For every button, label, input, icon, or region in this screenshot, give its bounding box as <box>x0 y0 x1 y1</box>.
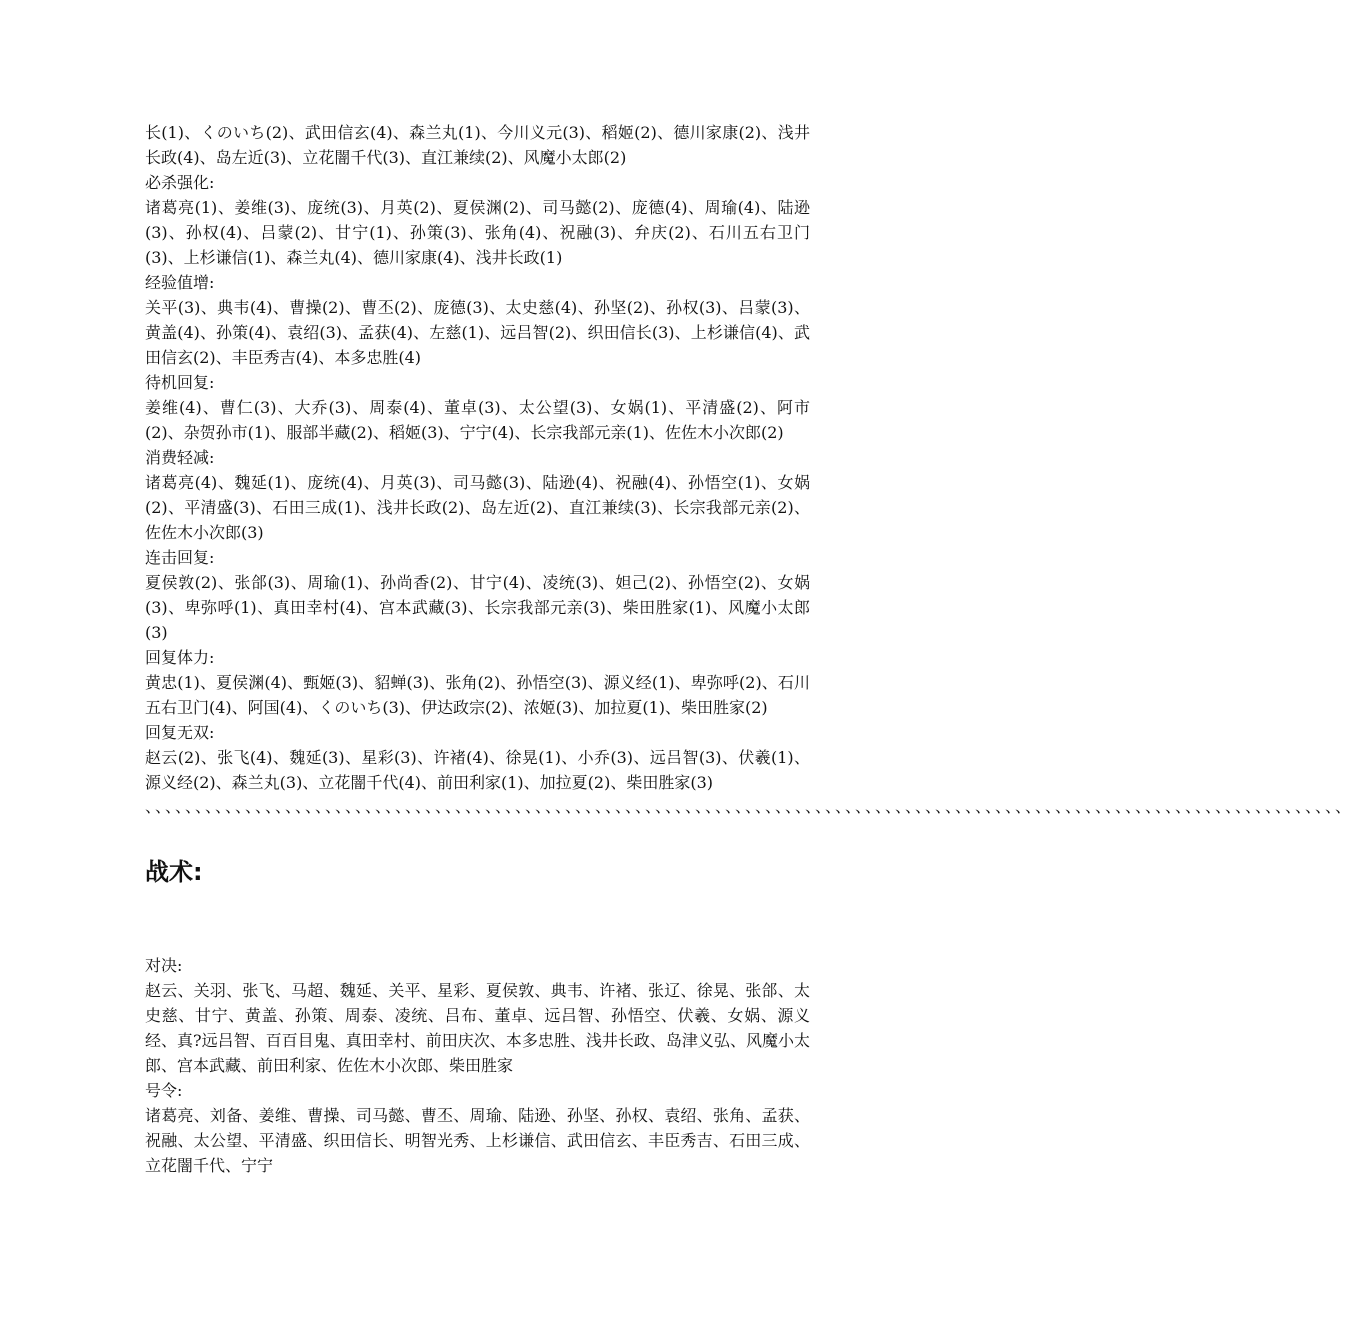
skill-label: 待机回复: <box>145 373 215 392</box>
skill-block-musou-recovery <box>145 720 810 795</box>
skill-label: 回复体力: <box>145 648 215 667</box>
tactic-block-duel <box>145 953 810 1078</box>
ellipsis-separator: 、、、、、、、、、、、、、、、、、、、、、、、、、、、、、、、、、、、、、、、、、、、、、、、、、、、、、、、、、、、、、、、、、、、、、、、、、、、、、、、、、、、、、、、、、、、、、、、、、、、、、、、、、、、、、、、、、、、、、、、、 <box>145 797 1353 816</box>
skill-paragraph: 诸葛亮(1)、姜维(3)、庞统(3)、月英(2)、夏侯渊(2)、司马懿(2)、庞德(4)、周瑜(4)、陆逊(3)、孙权(4)、吕蒙(2)、甘宁(1)、孙策(3)、张角(4)、祝融(3)、弁庆(2)、石川五右卫门(3)、上杉谦信(1)、森兰丸(4)、德川家康(4)、浅井长政(1) <box>145 198 810 267</box>
tactic-label: 对决: <box>145 956 183 975</box>
skill-block-hp-recovery <box>145 645 810 720</box>
document-page <box>145 120 1353 1178</box>
skill-paragraph: 姜维(4)、曹仁(3)、大乔(3)、周泰(4)、董卓(3)、太公望(3)、女娲(1)、平清盛(2)、阿市(2)、杂贺孙市(1)、服部半藏(2)、稻姬(3)、宁宁(4)、长宗我部元亲(1)、佐佐木小次郎(2) <box>145 398 810 442</box>
skill-block-combo-recovery <box>145 545 810 645</box>
skill-paragraph: 赵云(2)、张飞(4)、魏延(3)、星彩(3)、许褚(4)、徐晃(1)、小乔(3)、远吕智(3)、伏羲(1)、源义经(2)、森兰丸(3)、立花闇千代(4)、前田利家(1)、加拉夏(2)、柴田胜家(3) <box>145 748 810 792</box>
skill-paragraph: 夏侯敦(2)、张郃(3)、周瑜(1)、孙尚香(2)、甘宁(4)、凌统(3)、妲己(2)、孙悟空(2)、女娲(3)、卑弥呼(1)、真田幸村(4)、宫本武藏(3)、长宗我部元亲(3)、柴田胜家(1)、风魔小太郎(3) <box>145 573 810 642</box>
skill-block-exp-boost <box>145 270 810 370</box>
intro-paragraph: 长(1)、くのいち(2)、武田信玄(4)、森兰丸(1)、今川义元(3)、稻姬(2)、德川家康(2)、浅井长政(4)、岛左近(3)、立花闇千代(3)、直江兼续(2)、风魔小太郎(2) <box>145 123 810 167</box>
skill-label: 连击回复: <box>145 548 215 567</box>
skill-label: 消费轻减: <box>145 448 215 467</box>
skill-paragraph: 关平(3)、典韦(4)、曹操(2)、曹丕(2)、庞德(3)、太史慈(4)、孙坚(2)、孙权(3)、吕蒙(3)、黄盖(4)、孙策(4)、袁绍(3)、孟获(4)、左慈(1)、远吕智(2)、织田信长(3)、上杉谦信(4)、武田信玄(2)、丰臣秀吉(4)、本多忠胜(4) <box>145 298 810 367</box>
skill-label: 必杀强化: <box>145 173 215 192</box>
tactic-paragraph: 诸葛亮、刘备、姜维、曹操、司马懿、曹丕、周瑜、陆逊、孙坚、孙权、袁绍、张角、孟获、祝融、太公望、平清盛、织田信长、明智光秀、上杉谦信、武田信玄、丰臣秀吉、石田三成、立花闇千代、宁宁 <box>145 1106 810 1175</box>
skill-label: 经验值增: <box>145 273 215 292</box>
spacer <box>145 887 810 953</box>
tactic-label: 号令: <box>145 1081 183 1100</box>
section-heading-tactics: 战术: <box>145 858 203 886</box>
skill-label: 回复无双: <box>145 723 215 742</box>
skill-block-special-boost <box>145 170 810 270</box>
skill-block-idle-recovery <box>145 370 810 445</box>
skill-paragraph: 黄忠(1)、夏侯渊(4)、甄姬(3)、貂蝉(3)、张角(2)、孙悟空(3)、源义经(1)、卑弥呼(2)、石川五右卫门(4)、阿国(4)、くのいち(3)、伊达政宗(2)、浓姬(3)、加拉夏(1)、柴田胜家(2) <box>145 673 810 717</box>
skill-paragraph: 诸葛亮(4)、魏延(1)、庞统(4)、月英(3)、司马懿(3)、陆逊(4)、祝融(4)、孙悟空(1)、女娲(2)、平清盛(3)、石田三成(1)、浅井长政(2)、岛左近(2)、直江兼续(3)、长宗我部元亲(2)、佐佐木小次郎(3) <box>145 473 810 542</box>
skill-block-cost-reduction <box>145 445 810 545</box>
tactic-paragraph: 赵云、关羽、张飞、马超、魏延、关平、星彩、夏侯敦、典韦、许褚、张辽、徐晃、张郃、太史慈、甘宁、黄盖、孙策、周泰、凌统、吕布、董卓、远吕智、孙悟空、伏羲、女娲、源义经、真?远吕智、百百目鬼、真田幸村、前田庆次、本多忠胜、浅井长政、岛津义弘、风魔小太郎、宫本武藏、前田利家、佐佐木小次郎、柴田胜家 <box>145 981 810 1075</box>
tactic-block-command <box>145 1078 810 1178</box>
